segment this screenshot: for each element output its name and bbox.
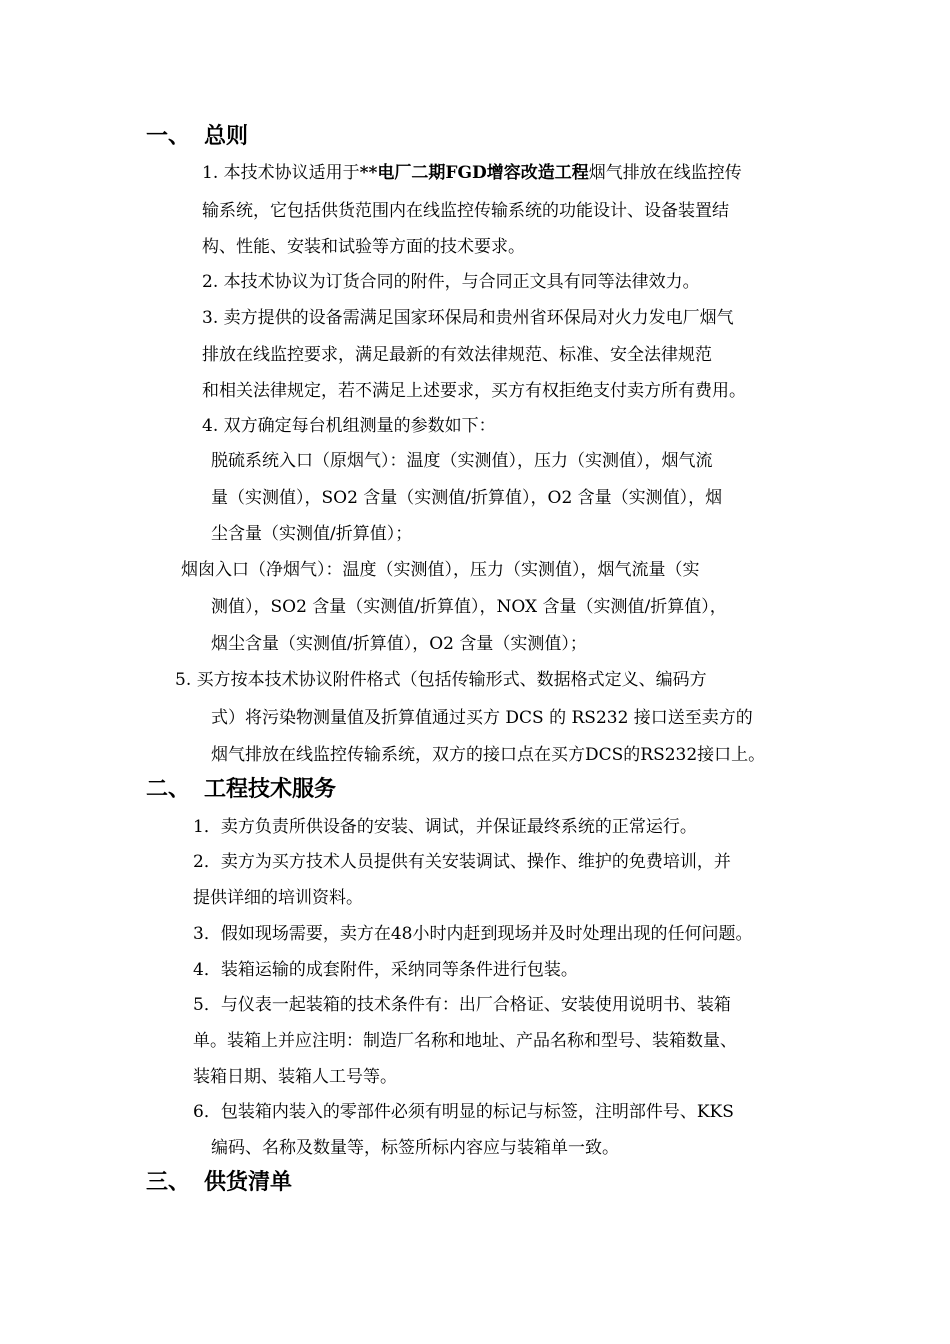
paragraph-line: 5. 买方按本技术协议附件格式（包括传输形式、数据格式定义、编码方 [175, 670, 707, 690]
list-item: 编码、名称及数量等，标签所标内容应与装箱单一致。 [211, 1138, 619, 1158]
section-number: 一、 [146, 124, 191, 149]
paragraph-line: 4. 双方确定每台机组测量的参数如下： [202, 416, 496, 436]
paragraph-line: 和相关法律规定，若不满足上述要求，买方有权拒绝支付卖方所有费用。 [202, 381, 746, 401]
paragraph-line: 脱硫系统入口（原烟气）：温度（实测值），压力（实测值），烟气流 [211, 451, 713, 471]
paragraph-line [202, 161, 742, 185]
section-title: 工程技术服务 [204, 777, 337, 802]
paragraph-line: 构、性能、安装和试验等方面的技术要求。 [202, 237, 525, 257]
paragraph-line: 尘含量（实测值/折算值）； [211, 524, 413, 544]
list-item: 5．与仪表一起装箱的技术条件有：出厂合格证、安装使用说明书、装箱 [193, 995, 731, 1015]
list-item: 提供详细的培训资料。 [193, 888, 363, 908]
section-number: 二、 [146, 777, 191, 802]
list-item: 6．包装箱内装入的零部件必须有明显的标记与标签，注明部件号、KKS [193, 1102, 734, 1122]
section-title: 总则 [204, 124, 249, 149]
section-title: 供货清单 [204, 1170, 293, 1195]
section-number: 三、 [146, 1170, 191, 1195]
paragraph-line: 2. 本技术协议为订货合同的附件，与合同正文具有同等法律效力。 [202, 272, 700, 292]
section-heading-3 [146, 1168, 292, 1198]
paragraph-line: 量（实测值），SO2 含量（实测值/折算值），O2 含量（实测值），烟 [211, 488, 723, 508]
paragraph-line: 测值），SO2 含量（实测值/折算值），NOX 含量（实测值/折算值）， [211, 597, 727, 617]
paragraph-line: 烟囱入口（净烟气）：温度（实测值），压力（实测值），烟气流量（实 [181, 560, 700, 580]
text-run: 1. 本技术协议适用于 [202, 163, 360, 183]
list-item: 1．卖方负责所供设备的安装、调试，并保证最终系统的正常运行。 [193, 817, 697, 837]
list-item: 单。装箱上并应注明：制造厂名称和地址、产品名称和型号、装箱数量、 [193, 1031, 737, 1051]
list-item: 装箱日期、装箱人工号等。 [193, 1067, 397, 1087]
project-name: **电厂二期FGD增容改造工程 [359, 163, 589, 183]
list-item: 2．卖方为买方技术人员提供有关安装调试、操作、维护的免费培训，并 [193, 852, 731, 872]
section-heading-1 [146, 122, 248, 152]
paragraph-line: 输系统，它包括供货范围内在线监控传输系统的功能设计、设备装置结 [202, 201, 729, 221]
paragraph-line: 式）将污染物测量值及折算值通过买方 DCS 的 RS232 接口送至卖方的 [211, 708, 753, 728]
paragraph-line: 烟气排放在线监控传输系统，双方的接口点在买方DCS的RS232接口上。 [211, 745, 766, 765]
paragraph-line: 排放在线监控要求，满足最新的有效法律规范、标准、安全法律规范 [202, 345, 712, 365]
list-item: 4．装箱运输的成套附件，采纳同等条件进行包装。 [193, 960, 578, 980]
section-heading-2 [146, 775, 336, 805]
paragraph-line: 烟尘含量（实测值/折算值），O2 含量（实测值）； [211, 634, 587, 654]
list-item: 3．假如现场需要，卖方在48小时内赶到现场并及时处理出现的任何问题。 [193, 924, 753, 944]
paragraph-line: 3. 卖方提供的设备需满足国家环保局和贵州省环保局对火力发电厂烟气 [202, 308, 734, 328]
text-run: 烟气排放在线监控传 [588, 163, 742, 183]
